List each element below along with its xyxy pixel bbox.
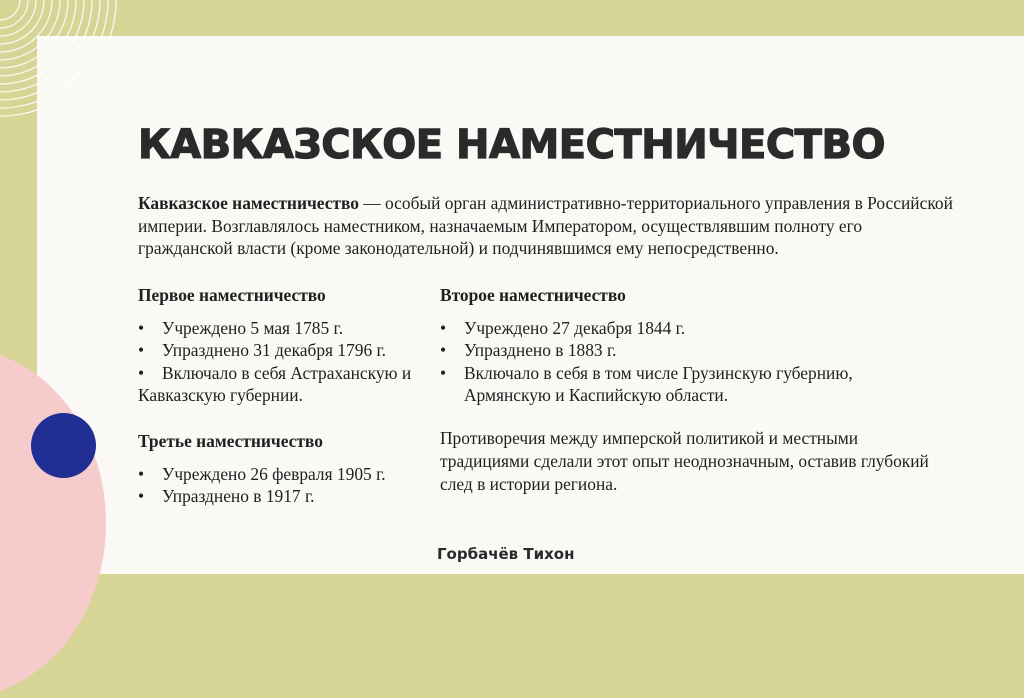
list-item: • Упразднено в 1917 г. [138,485,428,508]
section-second [440,284,880,407]
section-list [440,317,880,407]
conclusion-paragraph: Противоречия между имперской политикой и местными традициями сделали этот опыт неоднозначным, оставив глубокий след в истории региона. [440,428,929,494]
intro-paragraph [138,192,958,260]
navy-dot-decoration [31,413,96,478]
author-name: Горбачёв Тихон [437,545,575,563]
section-heading: Второе наместничество [440,285,626,305]
slide-title: КАВКАЗСКОЕ НАМЕСТНИЧЕСТВО [138,122,885,168]
section-list [138,463,428,508]
section-third [138,430,428,508]
list-item: • Упразднено в 1883 г. [440,339,880,362]
list-item: • Учреждено 26 февраля 1905 г. [138,463,428,486]
intro-term: Кавказское наместничество [138,193,359,213]
section-first [138,284,428,407]
intro-text: — особый орган административно-территориального управления в Российской империи. Возглавлялось наместником, назначаемым Императором, осуществлявшим полноту его гражданской власти (кроме законодательной) и подчинявшимся ему непосредственно. [138,193,953,258]
list-item: • Учреждено 27 декабря 1844 г. [440,317,880,340]
concentric-arcs-decoration [0,0,140,130]
section-heading: Третье наместничество [138,431,323,451]
section-list [138,317,428,407]
list-item: • Учреждено 5 мая 1785 г. [138,317,428,340]
list-item: • Включало в себя Астраханскую и Кавказскую губернии. [138,362,428,407]
list-item: • Упразднено 31 декабря 1796 г. [138,339,428,362]
list-item: • Включало в себя в том числе Грузинскую губернию, Армянскую и Каспийскую области. [440,362,880,407]
section-heading: Первое наместничество [138,285,326,305]
